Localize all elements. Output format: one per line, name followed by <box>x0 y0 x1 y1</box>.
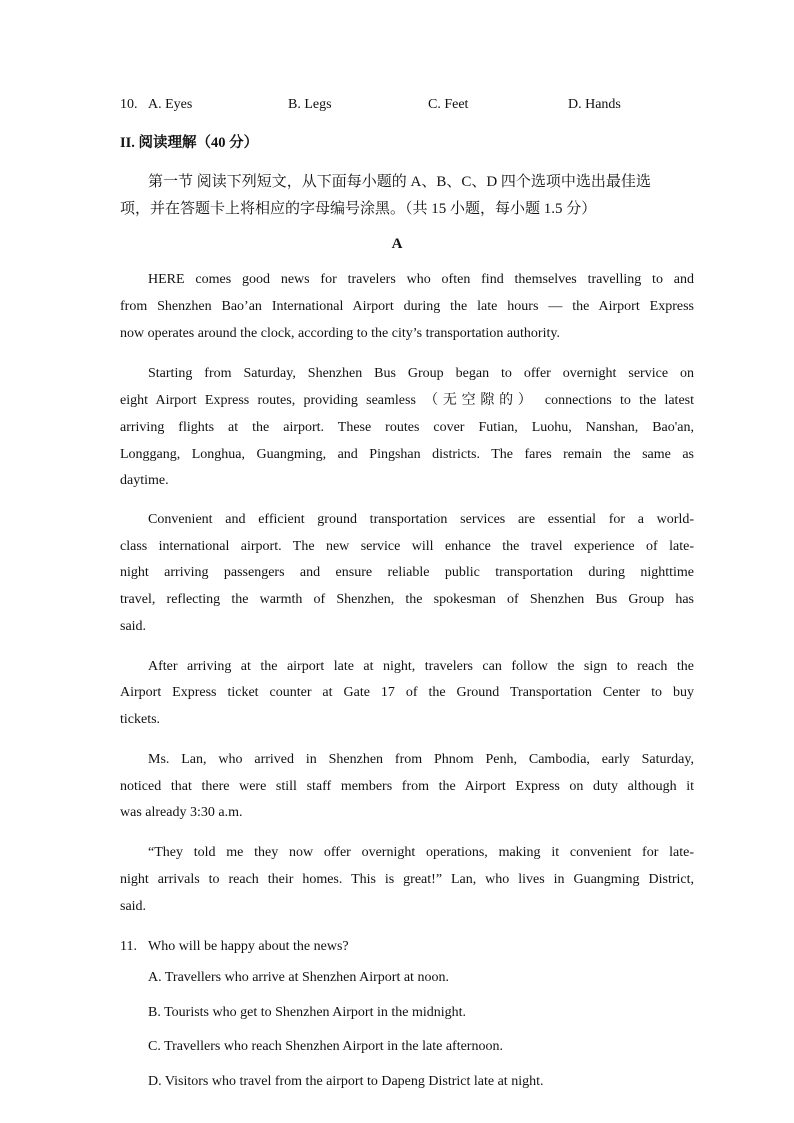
paragraph-3-line-2: class international airport. The new service will enhance the travel experience of late- <box>120 539 694 554</box>
question-11-option-b: B. Tourists who get to Shenzhen Airport in the midnight. <box>148 1005 467 1020</box>
question-11-number: 11. <box>120 939 137 954</box>
paragraph-6-line-1: “They told me they now offer overnight operations, making it convenient for late- <box>148 845 694 860</box>
question-10-option-a: A. Eyes <box>148 97 193 112</box>
question-11-option-c: C. Travellers who reach Shenzhen Airport in the late afternoon. <box>148 1039 503 1054</box>
paragraph-3-line-1: Convenient and efficient ground transportation services are essential for a world- <box>148 512 694 527</box>
paragraph-5-line-1: Ms. Lan, who arrived in Shenzhen from Phnom Penh, Cambodia, early Saturday, <box>148 752 694 767</box>
paragraph-5-line-3: was already 3:30 a.m. <box>120 805 243 820</box>
question-10-option-b: B. Legs <box>288 97 332 112</box>
paragraph-3-line-4: travel, reflecting the warmth of Shenzhen, the spokesman of Shenzhen Bus Group has <box>120 592 694 607</box>
passage-title: A <box>391 236 403 252</box>
paragraph-3-line-5: said. <box>120 619 147 634</box>
paragraph-1-line-3: now operates around the clock, according to the city’s transportation authority. <box>120 326 560 341</box>
paragraph-3-line-3: night arriving passengers and ensure reliable public transportation during nighttime <box>120 565 694 580</box>
question-11-option-a: A. Travellers who arrive at Shenzhen Airport at noon. <box>148 970 449 985</box>
question-10 <box>120 97 680 117</box>
paragraph-2-line-1: Starting from Saturday, Shenzhen Bus Group began to offer overnight service on <box>148 366 694 381</box>
question-11-text: Who will be happy about the news? <box>148 939 349 954</box>
paragraph-6-line-3: said. <box>120 899 147 914</box>
paragraph-5-line-2: noticed that there were still staff members from the Airport Express on duty although it <box>120 779 694 794</box>
section-title: II. 阅读理解（40 分） <box>120 135 259 151</box>
paragraph-4-line-1: After arriving at the airport late at night, travelers can follow the sign to reach the <box>148 659 694 674</box>
paragraph-4-line-2: Airport Express ticket counter at Gate 17 of the Ground Transportation Center to buy <box>120 685 694 700</box>
paragraph-6-line-2: night arrivals to reach their homes. This is great!” Lan, who lives in Guangming District, <box>120 872 694 887</box>
question-10-option-d: D. Hands <box>568 97 621 112</box>
paragraph-4-line-3: tickets. <box>120 712 161 727</box>
paragraph-2-line-4: Longgang, Longhua, Guangming, and Pingshan districts. The fares remain the same as <box>120 447 694 462</box>
question-10-number: 10. <box>120 97 138 112</box>
section-intro-line-1: 第一节 阅读下列短文，从下面每小题的 A、B、C、D 四个选项中选出最佳选 <box>148 174 651 190</box>
paragraph-2-line-5: daytime. <box>120 473 169 488</box>
question-11-option-d: D. Visitors who travel from the airport to Dapeng District late at night. <box>148 1074 544 1089</box>
section-intro-line-2: 项，并在答题卡上将相应的字母编号涂黑。（共 15 小题，每小题 1.5 分） <box>120 201 597 217</box>
paragraph-2-line-3: arriving flights at the airport. These routes cover Futian, Luohu, Nanshan, Bao'an, <box>120 420 694 435</box>
paragraph-1-line-1: HERE comes good news for travelers who often find themselves travelling to and <box>148 272 694 287</box>
paragraph-2-line-2: eight Airport Express routes, providing seamless （无空隙的） connections to the latest <box>120 393 694 408</box>
question-10-option-c: C. Feet <box>428 97 469 112</box>
paragraph-1-line-2: from Shenzhen Bao’an International Airport during the late hours — the Airport Express <box>120 299 694 314</box>
